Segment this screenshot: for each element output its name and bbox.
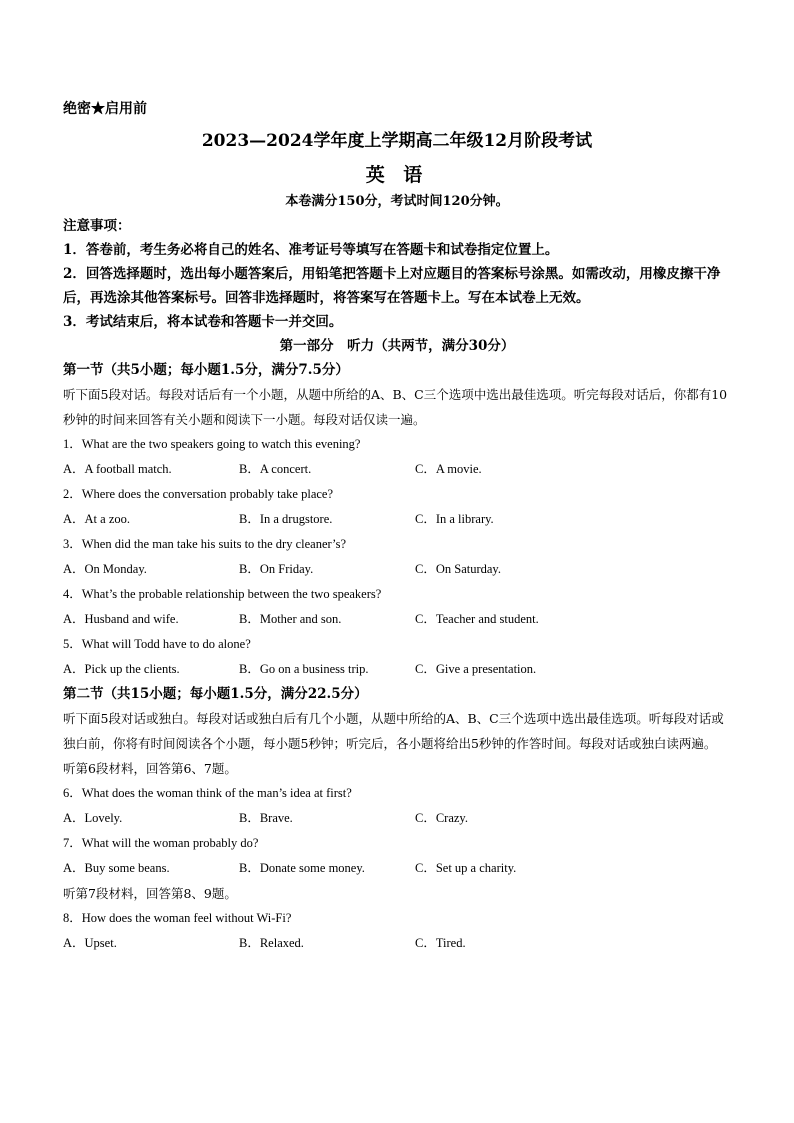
option-b: B．Go on a business trip.	[239, 662, 369, 676]
question-stem: 7．What will the woman probably do?	[63, 836, 259, 850]
section-instructions: 听下面5段对话。每段对话后有一个小题，从题中所给的A、B、C三个选项中选出最佳选项。听完每段对话后，你都有10秒钟的时间来回答有关小题和阅读下一小题。每段对话仅读一遍。	[63, 387, 728, 427]
question-options	[63, 507, 731, 532]
option-a: A．Buy some beans.	[63, 861, 170, 875]
option-c: C．Crazy.	[415, 811, 468, 825]
confidential-mark: 绝密★启用前	[63, 101, 147, 117]
question-stem: 8．How does the woman feel without Wi-Fi?	[63, 911, 292, 925]
exam-page	[63, 92, 731, 956]
option-b: B．Relaxed.	[239, 936, 304, 950]
option-c: C．Teacher and student.	[415, 612, 539, 626]
option-c: C．Tired.	[415, 936, 466, 950]
option-b: B．On Friday.	[239, 562, 314, 576]
question-stem: 4．What’s the probable relationship between the two speakers?	[63, 587, 382, 601]
question-stem: 2．Where does the conversation probably take place?	[63, 487, 334, 501]
option-b: B．Brave.	[239, 811, 293, 825]
subject-title: 英 语	[365, 164, 429, 186]
question-options	[63, 931, 731, 956]
part-title: 第一部分 听力（共两节，满分30分）	[279, 338, 515, 354]
note-item: 3．考试结束后，将本试卷和答题卡一并交回。	[63, 314, 343, 330]
option-b: B．Mother and son.	[239, 612, 342, 626]
exam-meta: 本卷满分150分，考试时间120分钟。	[285, 194, 509, 209]
notes-heading: 注意事项：	[63, 218, 131, 234]
option-c: C．A movie.	[415, 462, 482, 476]
section-instructions: 听下面5段对话或独白。每段对话或独白后有几个小题，从题中所给的A、B、C三个选项中选出最佳选项。听每段对话或独白前，你将有时间阅读各个小题，每小题5秒钟；听完后，各小题将给出5秒钟的作答时间。每段对话或独白读两遍。	[63, 711, 724, 751]
question-options	[63, 806, 731, 831]
question-options	[63, 557, 731, 582]
question-stem: 3．When did the man take his suits to the dry cleaner’s?	[63, 537, 347, 551]
section-heading: 第一节（共5小题；每小题1.5分，满分7.5分）	[63, 362, 349, 378]
option-c: C．Set up a charity.	[415, 861, 517, 875]
option-c: C．On Saturday.	[415, 562, 501, 576]
option-a: A．Husband and wife.	[63, 612, 179, 626]
question-list	[63, 432, 731, 682]
note-item: 2．回答选择题时，选出每小题答案后，用铅笔把答题卡上对应题目的答案标号涂黑。如需改动，用橡皮擦干净后，再选涂其他答案标号。回答非选择题时，将答案写在答题卡上。写在本试卷上无效。	[63, 266, 721, 306]
option-c: C．Give a presentation.	[415, 662, 537, 676]
option-b: B．A concert.	[239, 462, 312, 476]
option-a: A．A football match.	[63, 462, 172, 476]
option-c: C．In a library.	[415, 512, 494, 526]
exam-title: 2023—2024学年度上学期高二年级12月阶段考试	[201, 131, 593, 151]
note-item: 1．答卷前，考生务必将自己的姓名、准考证号等填写在答题卡和试卷指定位置上。	[63, 242, 559, 258]
option-a: A．Lovely.	[63, 811, 123, 825]
section-heading: 第二节（共15小题；每小题1.5分，满分22.5分）	[63, 686, 368, 702]
material-note: 听第7段材料，回答第8、9题。	[63, 886, 237, 901]
material-note: 听第6段材料，回答第6、7题。	[63, 761, 237, 776]
option-b: B．Donate some money.	[239, 861, 365, 875]
option-b: B．In a drugstore.	[239, 512, 333, 526]
question-stem: 1．What are the two speakers going to watch this evening?	[63, 437, 361, 451]
question-options	[63, 657, 731, 682]
question-stem: 5．What will Todd have to do alone?	[63, 637, 251, 651]
question-options	[63, 607, 731, 632]
question-options	[63, 856, 731, 881]
question-stem: 6．What does the woman think of the man’s idea at first?	[63, 786, 352, 800]
option-a: A．At a zoo.	[63, 512, 130, 526]
question-options	[63, 457, 731, 482]
option-a: A．On Monday.	[63, 562, 147, 576]
option-a: A．Upset.	[63, 936, 117, 950]
option-a: A．Pick up the clients.	[63, 662, 180, 676]
